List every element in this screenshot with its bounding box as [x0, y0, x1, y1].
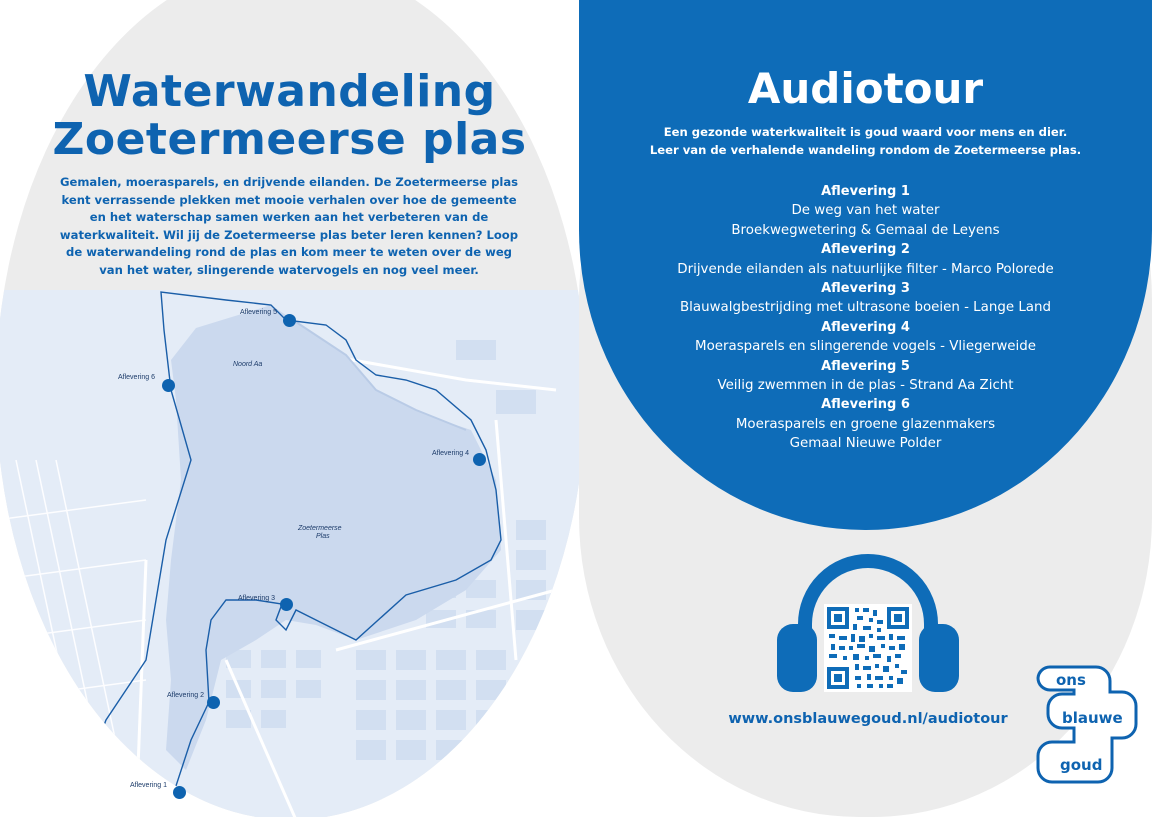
episode-heading: Aflevering 6 [821, 397, 910, 413]
audiotour-link[interactable]: www.onsblauwegoud.nl/audiotour [728, 711, 1008, 727]
title-line-1: Waterwandeling [83, 66, 496, 117]
logo-word-blauwe: blauwe [1062, 709, 1123, 727]
marker-pin[interactable] [280, 598, 293, 611]
episode-heading: Aflevering 5 [821, 358, 910, 374]
logo-word-ons: ons [1056, 671, 1086, 689]
subtitle-line-2: Leer van de verhalende wandeling rondom de Zoetermeerse plas. [649, 143, 1082, 157]
marker-pin[interactable] [473, 453, 486, 466]
episode-heading: Aflevering 4 [821, 319, 910, 335]
episode-line: Drijvende eilanden als natuurlijke filter - Marco Polorede [677, 261, 1054, 277]
right-panel [579, 0, 1152, 817]
episode-line: Gemaal Nieuwe Polder [789, 436, 942, 452]
episode-line: Broekwegwetering & Gemaal de Leyens [731, 222, 1000, 238]
marker-label: Aflevering 3 [238, 595, 275, 602]
episode-5 [579, 357, 1152, 396]
episode-list [579, 182, 1152, 454]
qr-code-icon[interactable] [824, 604, 912, 692]
episode-3 [579, 279, 1152, 318]
lake-label-north: Noord Aa [233, 361, 263, 368]
episode-1 [579, 182, 1152, 240]
marker-pin[interactable] [207, 696, 220, 709]
episode-heading: Aflevering 2 [821, 242, 910, 258]
intro-text: Gemalen, moerasparels, en drijvende eilanden. De Zoetermeerse plas kent verrassende plekken met mooie verhalen over hoe de gemeente en het waterschap samen werken aan het verbeteren van de waterkwaliteit. Wil jij de Zoetermeerse plas beter leren kennen? Loop de waterwandeling rond de plas en kom meer te weten over de weg van het water, slingerende watervogels en nog veel meer. [59, 175, 519, 277]
marker-pin[interactable] [162, 379, 175, 392]
subtitle-line-1: Een gezonde waterkwaliteit is goud waard voor mens en dier. [663, 125, 1068, 139]
episode-heading: Aflevering 3 [821, 281, 910, 297]
headphones-qr-icon[interactable] [777, 546, 959, 696]
lake-label-main-second: Plas [316, 533, 330, 540]
marker-label: Aflevering 1 [130, 782, 167, 789]
episode-2 [579, 240, 1152, 279]
marker-label: Aflevering 2 [167, 692, 204, 699]
ons-blauwe-goud-logo [1034, 664, 1144, 786]
episode-4 [579, 318, 1152, 357]
marker-label: Aflevering 6 [118, 374, 155, 381]
episode-line: Moerasparels en slingerende vogels - Vliegerweide [695, 339, 1036, 355]
lake-label-main: Zoetermeerse [298, 525, 342, 532]
marker-pin[interactable] [283, 314, 296, 327]
marker-label: Aflevering 5 [240, 309, 277, 316]
logo-word-goud: goud [1060, 756, 1103, 774]
marker-pin[interactable] [173, 786, 186, 799]
episode-line: De weg van het water [791, 203, 940, 219]
marker-label: Aflevering 4 [432, 450, 469, 457]
episode-heading: Aflevering 1 [821, 184, 910, 199]
audiotour-title: Audiotour [747, 64, 984, 113]
episode-line: Veilig zwemmen in de plas - Strand Aa Zicht [717, 378, 1014, 394]
episode-6 [579, 395, 1152, 453]
episode-line: Blauwalgbestrijding met ultrasone boeien - Lange Land [680, 300, 1051, 316]
episode-line: Moerasparels en groene glazenmakers [735, 416, 996, 432]
title-line-2: Zoetermeerse plas [52, 114, 527, 165]
